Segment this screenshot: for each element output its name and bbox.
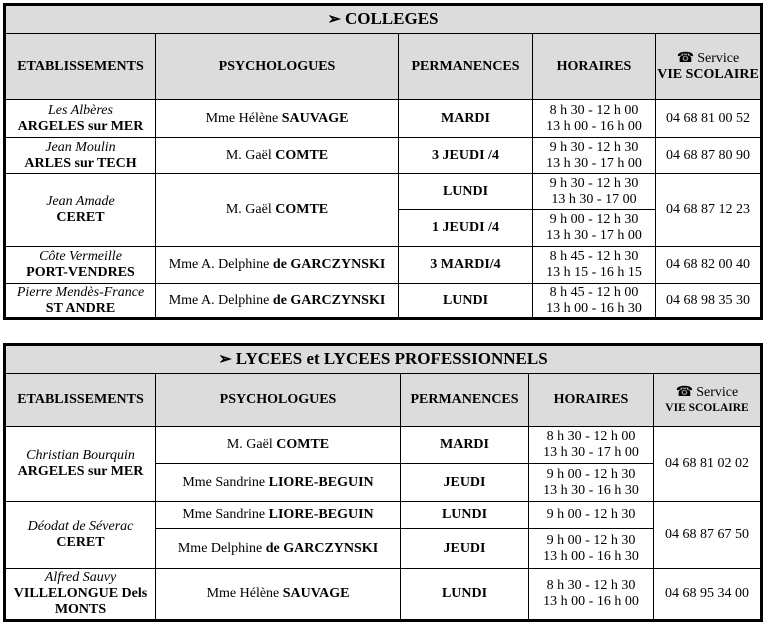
table-row [5, 138, 762, 174]
hours-line: 13 h 30 - 17 h 00 [543, 445, 639, 460]
hours-cell [529, 569, 654, 621]
permanence-day: 3 MARDI/4 [399, 247, 533, 284]
lycees-title-bar [5, 345, 762, 374]
school-cell [5, 502, 156, 569]
permanence-day: MARDI [401, 427, 529, 464]
school-name: Déodat de Séverac [27, 519, 134, 534]
hours-cell [533, 138, 656, 174]
psychologist-cell [156, 100, 399, 138]
psychologist-prefix: Mme Delphine [177, 540, 263, 556]
school-name: Pierre Mendès-France [16, 284, 145, 300]
table-row [5, 247, 762, 284]
permanence-day: JEUDI [401, 529, 529, 569]
arrow-bullet-icon: ➢ [218, 351, 232, 368]
hours-line: 9 h 00 - 12 h 30 [546, 532, 636, 548]
psychologist-cell [156, 464, 401, 502]
psychologist-name: LIORE-BEGUIN [268, 507, 374, 522]
school-city: CERET [56, 210, 105, 225]
hours-cell [529, 529, 654, 569]
psychologist-cell [156, 529, 401, 569]
school-cell [5, 427, 156, 502]
table-row [5, 427, 762, 464]
colleges-table [3, 3, 763, 320]
table-row [5, 569, 762, 621]
school-city: VILLELONGUE Dels MONTS [13, 586, 148, 617]
phone-number: 04 68 87 67 50 [654, 502, 762, 569]
hours-line: 8 h 45 - 12 h 00 [549, 284, 639, 300]
hours-cell [529, 427, 654, 464]
table-row [5, 502, 762, 529]
psychologist-prefix: Mme Sandrine [182, 474, 266, 490]
hours-cell [533, 100, 656, 138]
header-etablissements: ETABLISSEMENTS [5, 374, 156, 427]
hours-cell [529, 464, 654, 502]
psychologist-name: de GARCZYNSKI [272, 257, 386, 272]
school-cell [5, 247, 156, 284]
header-psychologues: PSYCHOLOGUES [156, 374, 401, 427]
psychologist-name: COMTE [275, 202, 329, 217]
hours-line: 9 h 30 - 12 h 30 [549, 139, 639, 155]
header-permanences: PERMANENCES [399, 34, 533, 100]
psychologist-prefix: Mme A. Delphine [168, 257, 270, 272]
permanence-day: LUNDI [399, 284, 533, 319]
header-etablissements: ETABLISSEMENTS [5, 34, 156, 100]
hours-cell [533, 174, 656, 210]
psychologist-name: COMTE [276, 437, 330, 452]
phone-number: 04 68 81 00 52 [656, 100, 762, 138]
phone-icon: ☎ [676, 50, 695, 66]
psychologist-prefix: M. Gaël [226, 437, 273, 452]
school-cell [5, 284, 156, 319]
permanence-day: LUNDI [399, 174, 533, 210]
psychologist-prefix: M. Gaël [225, 147, 272, 163]
psychologist-cell [156, 174, 399, 247]
psychologist-prefix: Mme A. Delphine [168, 292, 270, 308]
hours-line: 8 h 30 - 12 h 00 [549, 102, 639, 118]
psychologist-name: LIORE-BEGUIN [268, 474, 374, 490]
psychologist-name: SAUVAGE [281, 110, 349, 126]
phone-number: 04 68 95 34 00 [654, 569, 762, 621]
permanence-day: LUNDI [401, 569, 529, 621]
hours-line: 13 h 30 - 17 00 [551, 191, 637, 207]
permanence-day: JEUDI [401, 464, 529, 502]
arrow-bullet-icon: ➢ [327, 11, 341, 28]
hours-line: 13 h 00 - 16 h 30 [546, 300, 642, 316]
permanence-day: 3 JEUDI /4 [399, 138, 533, 174]
psychologist-name: de GARCZYNSKI [272, 292, 386, 308]
school-name: Jean Amade [46, 194, 115, 209]
school-cell [5, 138, 156, 174]
colleges-title: COLLEGES [344, 9, 439, 28]
psychologist-prefix: Mme Hélène [206, 586, 280, 601]
hours-line: 8 h 30 - 12 h 00 [546, 429, 636, 444]
hours-line: 13 h 00 - 16 h 00 [543, 594, 639, 609]
header-horaires: HORAIRES [529, 374, 654, 427]
header-horaires: HORAIRES [533, 34, 656, 100]
lycees-table [3, 343, 763, 622]
colleges-title-bar [5, 5, 762, 34]
header-service-main: VIE SCOLAIRE [657, 66, 759, 82]
colleges-header-row [5, 34, 762, 100]
lycees-title: LYCEES et LYCEES PROFESSIONNELS [235, 349, 548, 368]
header-service-prefix: Service [697, 50, 740, 66]
school-name: Alfred Sauvy [44, 570, 117, 585]
hours-cell [529, 502, 654, 529]
school-city: ARGELES sur MER [17, 464, 144, 479]
psychologist-cell [156, 284, 399, 319]
school-name: Jean Moulin [45, 139, 116, 155]
phone-number: 04 68 82 00 40 [656, 247, 762, 284]
permanence-day: MARDI [399, 100, 533, 138]
lycees-header-row [5, 374, 762, 427]
hours-cell [533, 210, 656, 247]
permanence-day: LUNDI [401, 502, 529, 529]
psychologist-cell [156, 569, 401, 621]
phone-number: 04 68 81 02 02 [654, 427, 762, 502]
school-city: ARLES sur TECH [24, 155, 137, 171]
psychologist-name: SAUVAGE [282, 586, 350, 601]
header-service [654, 374, 762, 427]
school-city: CERET [56, 535, 105, 550]
psychologist-cell [156, 502, 401, 529]
psychologist-cell [156, 247, 399, 284]
hours-line: 13 h 00 - 16 h 30 [543, 548, 639, 564]
table-row [5, 174, 762, 210]
header-service [656, 34, 762, 100]
hours-line: 13 h 30 - 17 h 00 [546, 228, 642, 243]
table-row [5, 284, 762, 319]
header-psychologues: PSYCHOLOGUES [156, 34, 399, 100]
phone-number: 04 68 87 12 23 [656, 174, 762, 247]
table-row [5, 100, 762, 138]
school-city: ARGELES sur MER [17, 118, 144, 134]
header-service-prefix: Service [696, 385, 739, 400]
hours-line: 13 h 30 - 17 h 00 [546, 155, 642, 171]
hours-line: 13 h 30 - 16 h 30 [543, 482, 639, 498]
psychologist-prefix: M. Gaël [225, 202, 272, 217]
school-cell [5, 174, 156, 247]
header-permanences: PERMANENCES [401, 374, 529, 427]
school-name: Christian Bourquin [26, 448, 135, 463]
psychologist-prefix: Mme Sandrine [182, 507, 266, 522]
school-city: PORT-VENDRES [26, 265, 135, 280]
hours-line: 9 h 00 - 12 h 30 [546, 507, 636, 522]
school-city: ST ANDRE [45, 300, 116, 316]
hours-line: 8 h 30 - 12 h 30 [546, 578, 636, 593]
phone-number: 04 68 98 35 30 [656, 284, 762, 319]
hours-line: 8 h 45 - 12 h 30 [549, 249, 639, 264]
hours-line: 9 h 30 - 12 h 30 [549, 175, 639, 191]
school-name: Les Albères [48, 102, 113, 118]
school-cell [5, 100, 156, 138]
school-name: Côte Vermeille [39, 249, 122, 264]
psychologist-name: COMTE [275, 147, 329, 163]
psychologist-prefix: Mme Hélène [205, 110, 279, 126]
hours-line: 9 h 00 - 12 h 30 [546, 466, 636, 482]
hours-cell [533, 284, 656, 319]
psychologist-cell [156, 138, 399, 174]
school-cell [5, 569, 156, 621]
phone-number: 04 68 87 80 90 [656, 138, 762, 174]
hours-line: 9 h 00 - 12 h 30 [549, 212, 639, 227]
psychologist-cell [156, 427, 401, 464]
hours-cell [533, 247, 656, 284]
permanence-day: 1 JEUDI /4 [399, 210, 533, 247]
header-service-main: VIE SCOLAIRE [665, 402, 749, 414]
hours-line: 13 h 15 - 16 h 15 [546, 265, 642, 280]
phone-icon: ☎ [675, 385, 694, 400]
psychologist-name: de GARCZYNSKI [265, 540, 379, 556]
hours-line: 13 h 00 - 16 h 00 [546, 118, 642, 134]
